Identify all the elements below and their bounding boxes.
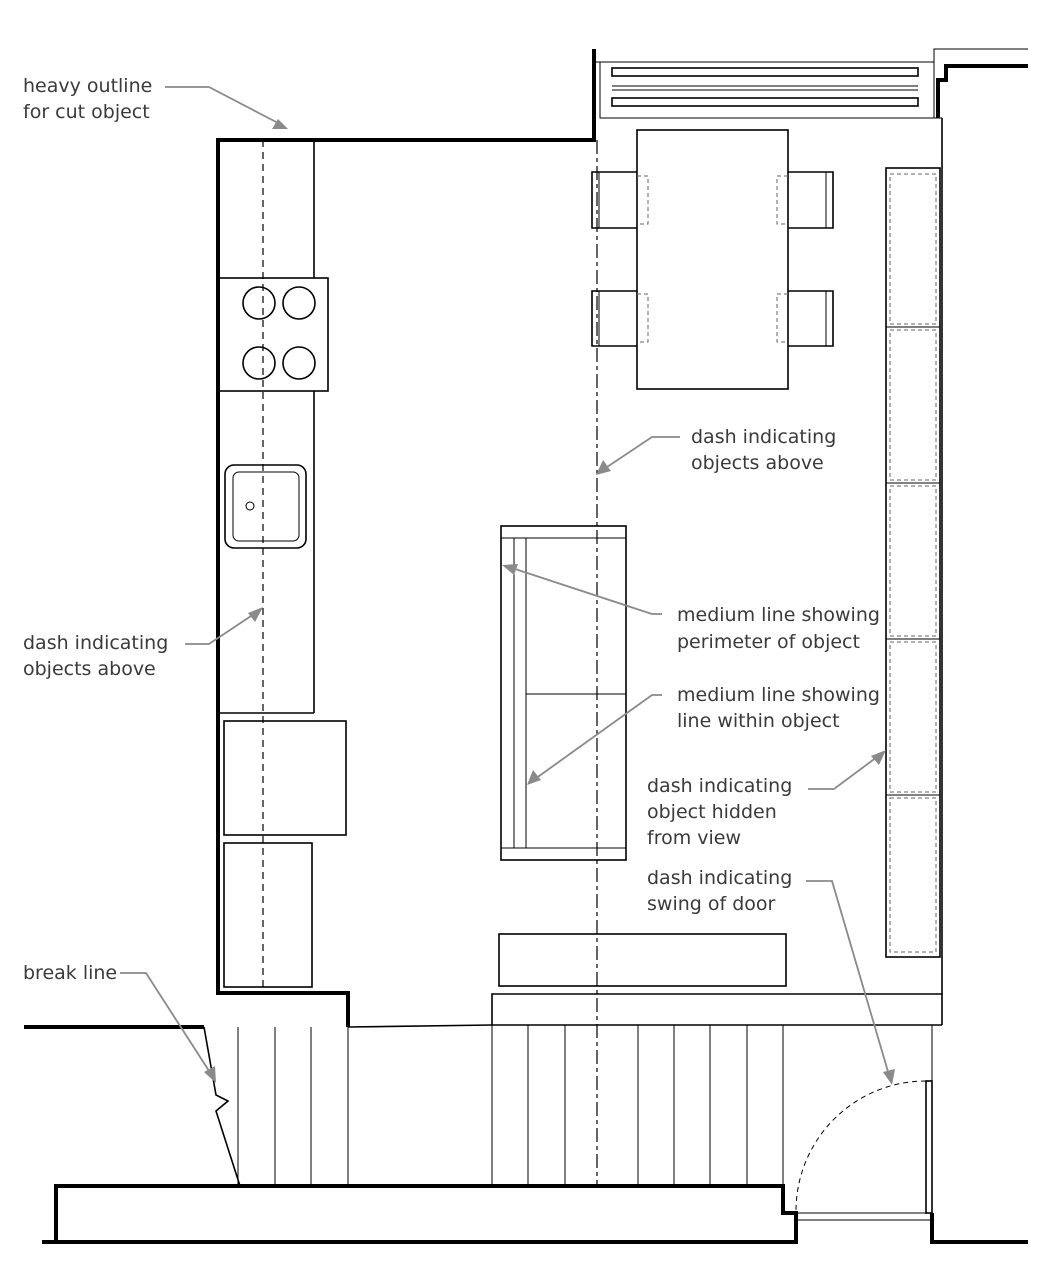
bottom-wall-outline: [42, 1186, 796, 1242]
label-dash-swing: dash indicating swing of door: [647, 867, 793, 915]
chair: [777, 172, 833, 228]
drain: [246, 502, 254, 510]
built-in-storage: [886, 168, 940, 957]
bottom-right-wall-outline: [932, 1213, 1028, 1242]
label-heavy-outline: heavy outline for cut object: [23, 75, 153, 123]
burner: [243, 287, 275, 319]
sink-outer: [225, 465, 306, 548]
label-break-line: break line: [23, 962, 118, 984]
chair: [592, 172, 648, 228]
sofa: [501, 526, 626, 860]
labels: [23, 75, 886, 984]
low-bench: [499, 934, 786, 986]
dining-set: [592, 130, 833, 389]
leader-lines: [120, 87, 895, 1085]
label-dash-above-right: dash indicating objects above: [691, 426, 837, 474]
break-line: [204, 1027, 240, 1186]
sofa-perimeter: [501, 526, 626, 860]
chair: [777, 291, 833, 346]
cabinet: [224, 843, 312, 987]
burner: [243, 347, 275, 379]
door: [796, 1025, 932, 1220]
label-dash-above-left: dash indicating objects above: [23, 632, 169, 680]
kitchen-counter: [218, 140, 346, 990]
sink-inner: [233, 472, 299, 541]
dining-table: [637, 130, 788, 389]
label-medium-perimeter: medium line showing perimeter of object: [677, 604, 880, 653]
right-wall-outline: [938, 66, 1028, 118]
label-dash-hidden: dash indicating object hidden from view: [647, 775, 793, 849]
window: [594, 49, 1028, 994]
chair: [592, 291, 648, 346]
burner: [283, 347, 315, 379]
label-medium-within: medium line showing line within object: [677, 684, 880, 732]
door-leaf: [926, 1081, 932, 1213]
cabinet: [224, 721, 346, 835]
burner: [283, 287, 315, 319]
door-swing-arc: [796, 1081, 926, 1211]
lower-zone: [204, 994, 942, 1186]
